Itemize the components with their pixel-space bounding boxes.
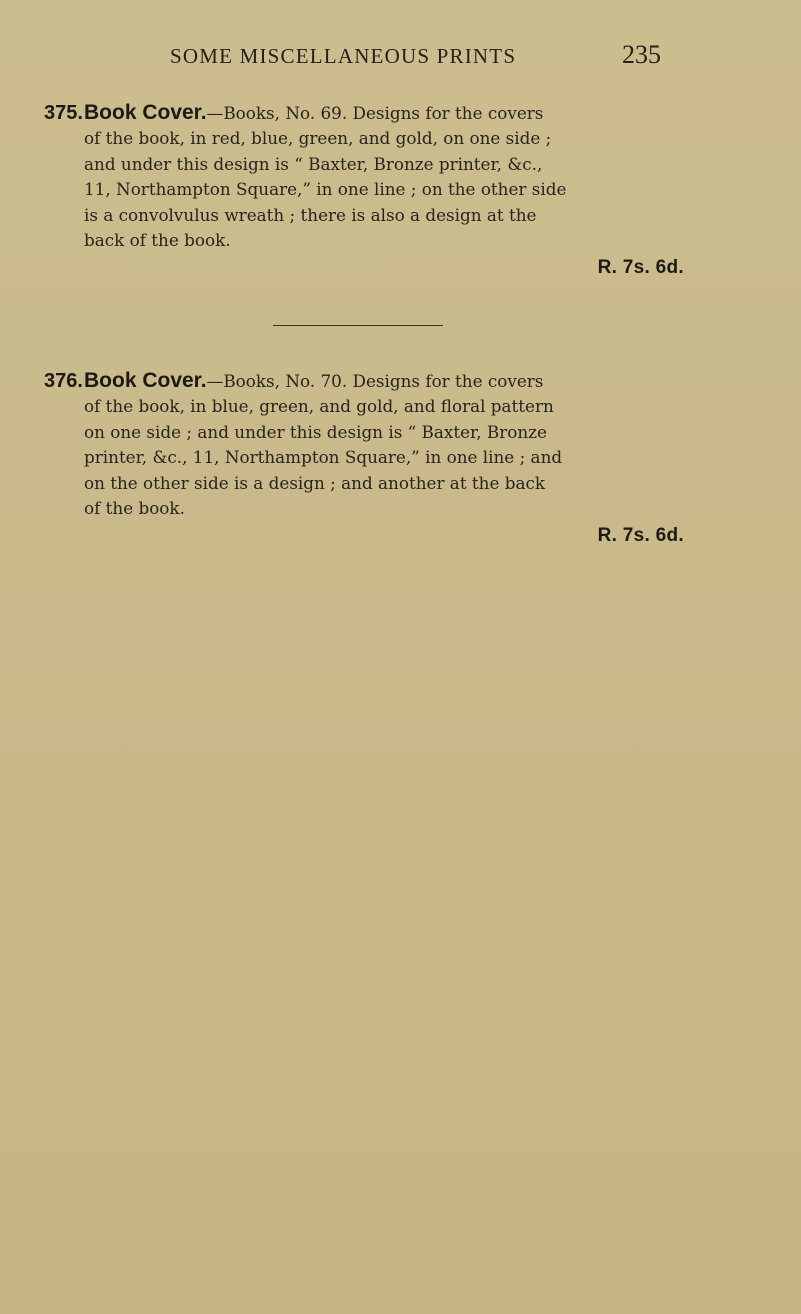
- entry-text: printer, &c., 11, Northampton Square,” in one line ; and: [84, 447, 563, 468]
- entry-body: [44, 100, 684, 253]
- entry-text: —Books, No. 70. Designs for the covers: [206, 371, 544, 391]
- entry-title: Book Cover.: [84, 101, 207, 124]
- entry-text: 11, Northampton Square,” in one line ; on the other side: [84, 179, 567, 200]
- entry-text: of the book, in red, blue, green, and gold, on one side ;: [84, 128, 552, 149]
- entry-first-line: [44, 368, 684, 394]
- entry-text: of the book.: [84, 498, 185, 519]
- entry-number: 376.: [44, 370, 83, 392]
- price: R. 7s. 6d.: [597, 257, 684, 279]
- entry-first-line: [44, 100, 684, 126]
- running-title: SOME MISCELLANEOUS PRINTS: [170, 44, 517, 68]
- entry-text: on the other side is a design ; and another at the back: [84, 472, 546, 493]
- entry-number: 375.: [44, 102, 83, 124]
- catalogue-entry-375: [44, 100, 684, 279]
- entry-text: back of the book.: [84, 230, 231, 251]
- section-divider: [273, 325, 443, 326]
- entry-text: on one side ; and under this design is “ Baxter, Bronze: [84, 421, 547, 442]
- entry-text: of the book, in blue, green, and gold, and floral pattern: [84, 396, 554, 417]
- price: R. 7s. 6d.: [597, 525, 684, 547]
- entry-text: and under this design is “ Baxter, Bronze printer, &c.,: [84, 153, 543, 174]
- page-number: 235: [622, 40, 661, 69]
- entry-body: [44, 368, 684, 521]
- entry-text: —Books, No. 69. Designs for the covers: [206, 103, 544, 123]
- running-head: [0, 38, 801, 78]
- catalogue-entry-376: [44, 368, 684, 547]
- entry-text: is a convolvulus wreath ; there is also a design at the: [84, 204, 537, 225]
- entry-title: Book Cover.: [84, 369, 207, 392]
